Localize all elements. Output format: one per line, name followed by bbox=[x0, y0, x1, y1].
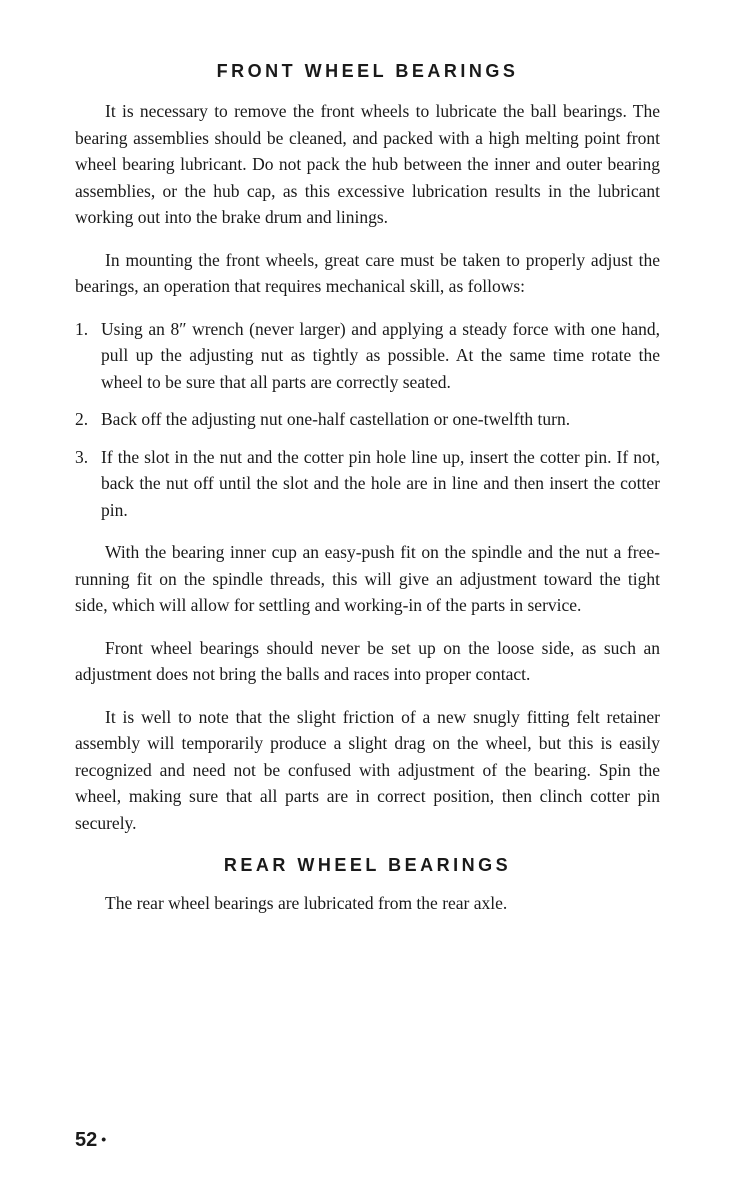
step-item bbox=[75, 316, 660, 396]
loose-side-paragraph: Front wheel bearings should never be set up on the loose side, as such an adjustment does not bring the balls and races into proper contact. bbox=[75, 637, 660, 684]
step-text: Back off the adjusting nut one-half castellation or one-twelfth turn. bbox=[101, 409, 571, 429]
step-text: Using an 8″ wrench (never larger) and applying a steady force with one hand, pull up the adjusting nut as tightly as possible. At the same time rotate the wheel to be sure that all parts are correctly seated. bbox=[101, 318, 660, 392]
intro-paragraph: It is necessary to remove the front wheels to lubricate the ball bearings. The bearing assemblies should be cleaned, and packed with a high melting point front wheel bearing lubricant. Do not pack the hub between the inner and outer bearing assemblies, or the hub cap, as this excessive lubrication results in the lubricant working out into the brake drum and linings. bbox=[75, 101, 660, 227]
page-content bbox=[75, 58, 660, 917]
step-number: 1. bbox=[75, 318, 89, 339]
step-number: 2. bbox=[75, 409, 89, 429]
step-text: If the slot in the nut and the cotter pin hole line up, insert the cotter pin. If not, back the nut off until the slot and the hole are in line and then insert the cotter pin. bbox=[101, 446, 660, 520]
adjustment-steps-list bbox=[75, 316, 660, 524]
page-number bbox=[75, 1126, 106, 1153]
rear-wheel-bearings-heading: REAR WHEEL BEARINGS bbox=[223, 855, 512, 875]
friction-paragraph: It is well to note that the slight friction of a new snugly fitting felt retainer assembly will temporarily produce a slight drag on the wheel, but this is easily recognized and need not be confused with adjustment of the bearing. Spin the wheel, making sure that all parts are in correct position, then clinch cotter pin securely. bbox=[75, 706, 660, 833]
step-item bbox=[75, 406, 660, 433]
page-number-value: 52 bbox=[75, 1129, 98, 1151]
step-item bbox=[75, 444, 660, 524]
front-wheel-bearings-heading: FRONT WHEEL BEARINGS bbox=[216, 61, 519, 81]
step-number: 3. bbox=[75, 446, 89, 467]
rear-bearings-paragraph: The rear wheel bearings are lubricated from the rear axle. bbox=[105, 893, 508, 913]
mounting-paragraph: In mounting the front wheels, great care must be taken to properly adjust the bearings, an operation that requires mechanical skill, as follows: bbox=[75, 249, 660, 296]
fit-paragraph: With the bearing inner cup an easy-push fit on the spindle and the nut a free-running fit on the spindle threads, this will give an adjustment toward the tight side, which will allow for settling and working-in of the parts in service. bbox=[75, 542, 660, 615]
page-number-bullet: • bbox=[101, 1131, 107, 1147]
